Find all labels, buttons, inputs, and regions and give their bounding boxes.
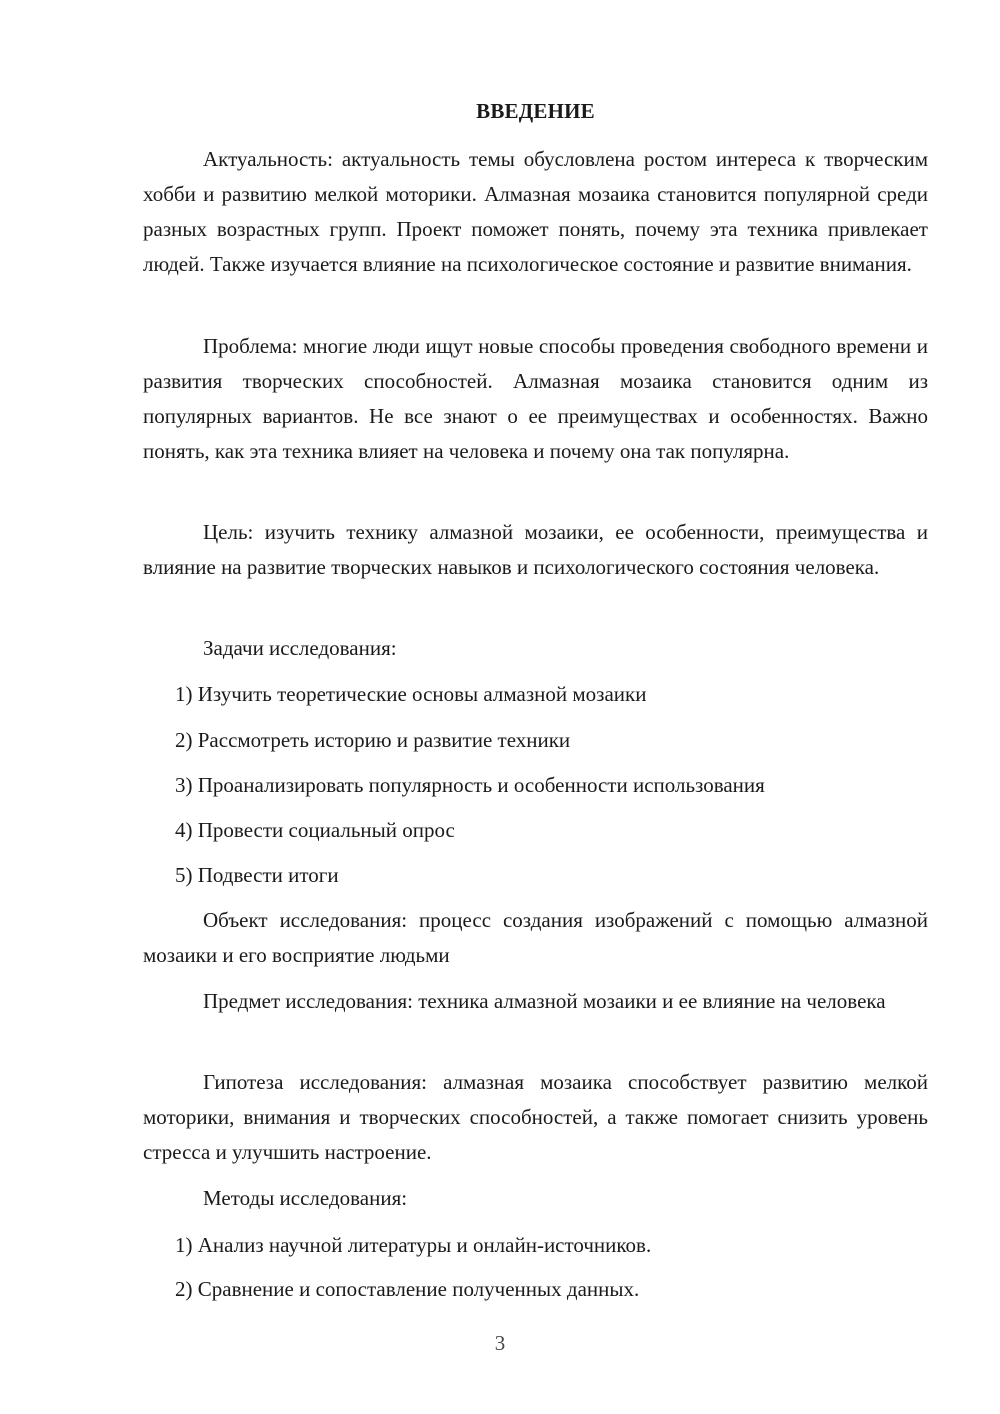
page-title: ВВЕДЕНИЕ	[476, 99, 595, 123]
paragraph-subject: Предмет исследования: техника алмазной мозаики и ее влияние на человека	[203, 989, 886, 1013]
page-number: 3	[494, 1331, 506, 1355]
task-item: 3) Проанализировать популярность и особенности использования	[175, 773, 765, 797]
task-item: 1) Изучить теоретические основы алмазной мозаики	[175, 682, 647, 706]
method-item: 2) Сравнение и сопоставление полученных данных.	[175, 1277, 640, 1301]
paragraph-problem: Проблема: многие люди ищут новые способы проведения свободного времени и развития творческих способностей. Алмазная мозаика становится одним из популярных вариантов. Не все знают о ее преимуществах и особенностях. Важно понять, как эта техника влияет на человека и почему она так популярна.	[143, 334, 928, 463]
paragraph-goal: Цель: изучить технику алмазной мозаики, ее особенности, преимущества и влияние на развитие творческих навыков и психологического состояния человека.	[143, 520, 928, 579]
paragraph-object: Объект исследования: процесс создания изображений с помощью алмазной мозаики и его восприятие людьми	[143, 908, 928, 967]
paragraph-relevance: Актуальность: актуальность темы обусловлена ростом интереса к творческим хобби и развитию мелкой моторики. Алмазная мозаика становится популярной среди разных возрастных групп. Проект поможет понять, почему эта техника привлекает людей. Также изучается влияние на психологическое состояние и развитие внимания.	[143, 147, 928, 276]
paragraph-hypothesis: Гипотеза исследования: алмазная мозаика способствует развитию мелкой моторики, внимания и творческих способностей, а также помогает снизить уровень стресса и улучшить настроение.	[143, 1070, 928, 1164]
methods-heading: Методы исследования:	[203, 1186, 408, 1210]
tasks-heading: Задачи исследования:	[203, 636, 397, 660]
task-item: 4) Провести социальный опрос	[175, 818, 455, 842]
method-item: 1) Анализ научной литературы и онлайн-источников.	[175, 1233, 652, 1257]
task-item: 5) Подвести итоги	[175, 863, 339, 887]
task-item: 2) Рассмотреть историю и развитие техники	[175, 728, 571, 752]
